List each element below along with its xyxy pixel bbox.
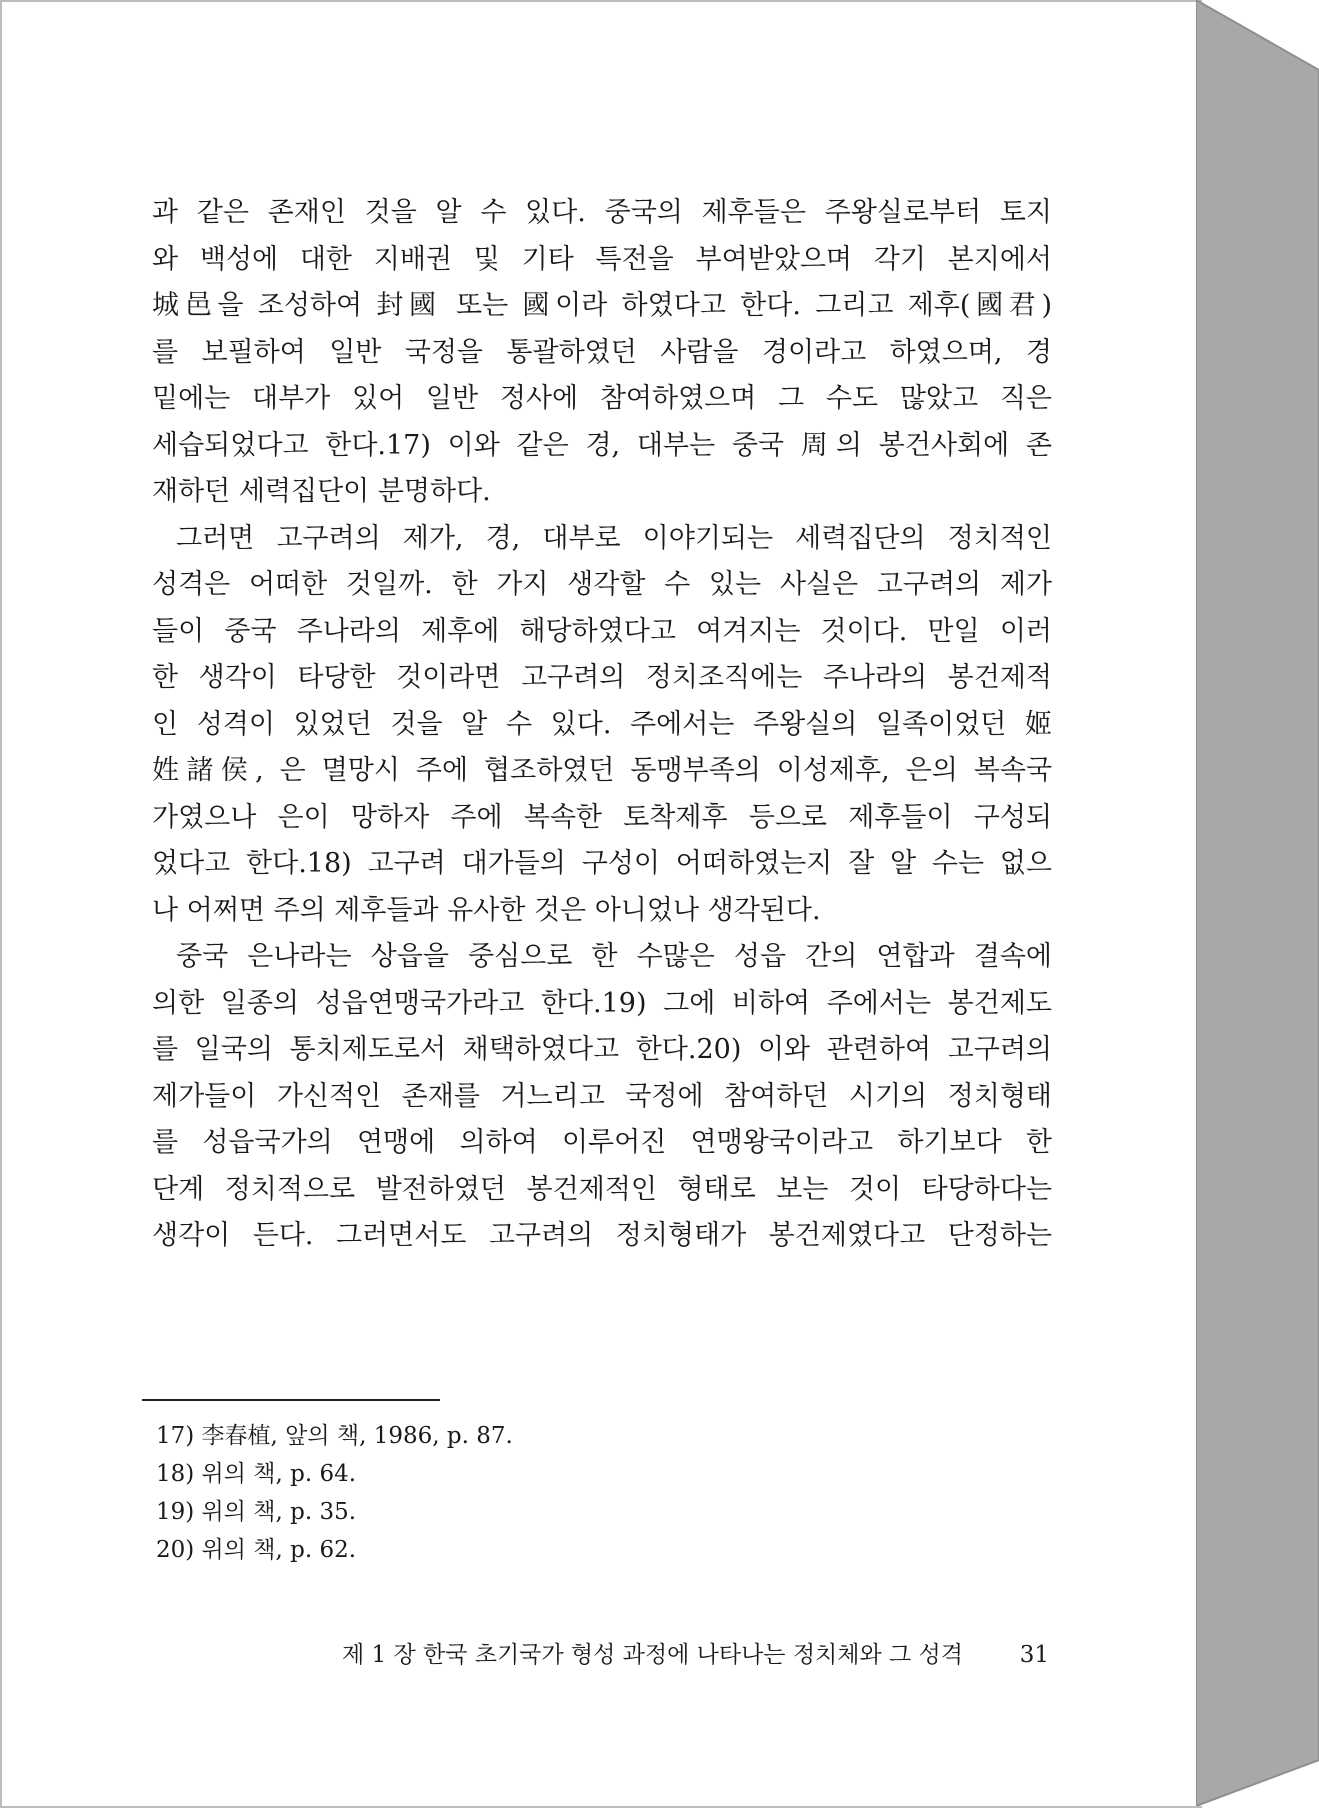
text-line: 한 생각이 타당한 것이라면 고구려의 정치조직에는 주나라의 봉건제적 <box>152 662 1052 693</box>
text-line: 단계 정치적으로 발전하였던 봉건제적인 형태로 보는 것이 타당하다는 <box>152 1173 1052 1205</box>
text-line: 성격은 어떠한 것일까. 한 가지 생각할 수 있는 사실은 고구려의 제가 <box>152 569 1052 600</box>
text-line: 가였으나 은이 망하자 주에 복속한 토착제후 등으로 제후들이 구성되 <box>152 801 1052 833</box>
footnote: 18) 위의 책, p. 64. <box>156 1461 357 1487</box>
text-line: 세습되었다고 한다.17) 이와 같은 경, 대부는 중국 周의 봉건사회에 존 <box>152 429 1052 461</box>
chapter-title: 제 1 장 한국 초기국가 형성 과정에 나타나는 정치체와 그 성격 <box>342 1642 963 1668</box>
footnote: 19) 위의 책, p. 35. <box>156 1499 357 1525</box>
text-line: 그러면 고구려의 제가, 경, 대부로 이야기되는 세력집단의 정치적인 <box>176 522 1052 554</box>
footnotes <box>156 1417 656 1569</box>
text-line: 재하던 세력집단이 분명하다. <box>152 476 491 507</box>
text-line: 를 보필하여 일반 국정을 통괄하였던 사람을 경이라고 하였으며, 경 <box>152 336 1052 368</box>
text-line: 城邑을 조성하여 封國 또는 國이라 하였다고 한다. 그리고 제후(國君) <box>152 290 1052 321</box>
text-line: 와 백성에 대한 지배권 및 기타 특전을 부여받았으며 각기 본지에서 <box>152 243 1052 275</box>
text-line: 를 일국의 통치제도로서 채택하였다고 한다.20) 이와 관련하여 고구려의 <box>152 1034 1052 1065</box>
book-side-edge <box>1196 0 1319 1806</box>
text-line: 의한 일종의 성읍연맹국가라고 한다.19) 그에 비하여 주에서는 봉건제도 <box>152 987 1052 1019</box>
text-line: 제가들이 가신적인 존재를 거느리고 국정에 참여하던 시기의 정치형태 <box>152 1080 1052 1112</box>
text-line: 생각이 든다. 그러면서도 고구려의 정치형태가 봉건제였다고 단정하는 <box>152 1220 1052 1251</box>
text-line: 나 어쩌면 주의 제후들과 유사한 것은 아니었나 생각된다. <box>152 894 821 926</box>
footnote: 17) 李春植, 앞의 책, 1986, p. 87. <box>156 1423 513 1449</box>
footnote: 20) 위의 책, p. 62. <box>156 1537 357 1563</box>
text-line: 姓諸侯, 은 멸망시 주에 협조하였던 동맹부족의 이성제후, 은의 복속국 <box>152 755 1052 786</box>
text-line: 들이 중국 주나라의 제후에 해당하였다고 여겨지는 것이다. 만일 이러 <box>152 615 1052 647</box>
text-line: 인 성격이 있었던 것을 알 수 있다. 주에서는 주왕실의 일족이었던 姬 <box>152 708 1052 740</box>
running-footer <box>342 1635 1049 1675</box>
text-line: 중국 은나라는 상읍을 중심으로 한 수많은 성읍 간의 연합과 결속에 <box>176 941 1052 972</box>
text-line: 었다고 한다.18) 고구려 대가들의 구성이 어떠하였는지 잘 알 수는 없으 <box>152 848 1052 879</box>
text-line: 밑에는 대부가 있어 일반 정사에 참여하였으며 그 수도 많았고 직은 <box>152 383 1052 414</box>
text-line: 과 같은 존재인 것을 알 수 있다. 중국의 제후들은 주왕실로부터 토지 <box>152 197 1052 228</box>
footnote-divider <box>142 1399 440 1401</box>
page-number: 31 <box>1019 1642 1049 1668</box>
text-line: 를 성읍국가의 연맹에 의하여 이루어진 연맹왕국이라고 하기보다 한 <box>152 1127 1052 1158</box>
body-text <box>152 190 1052 1260</box>
